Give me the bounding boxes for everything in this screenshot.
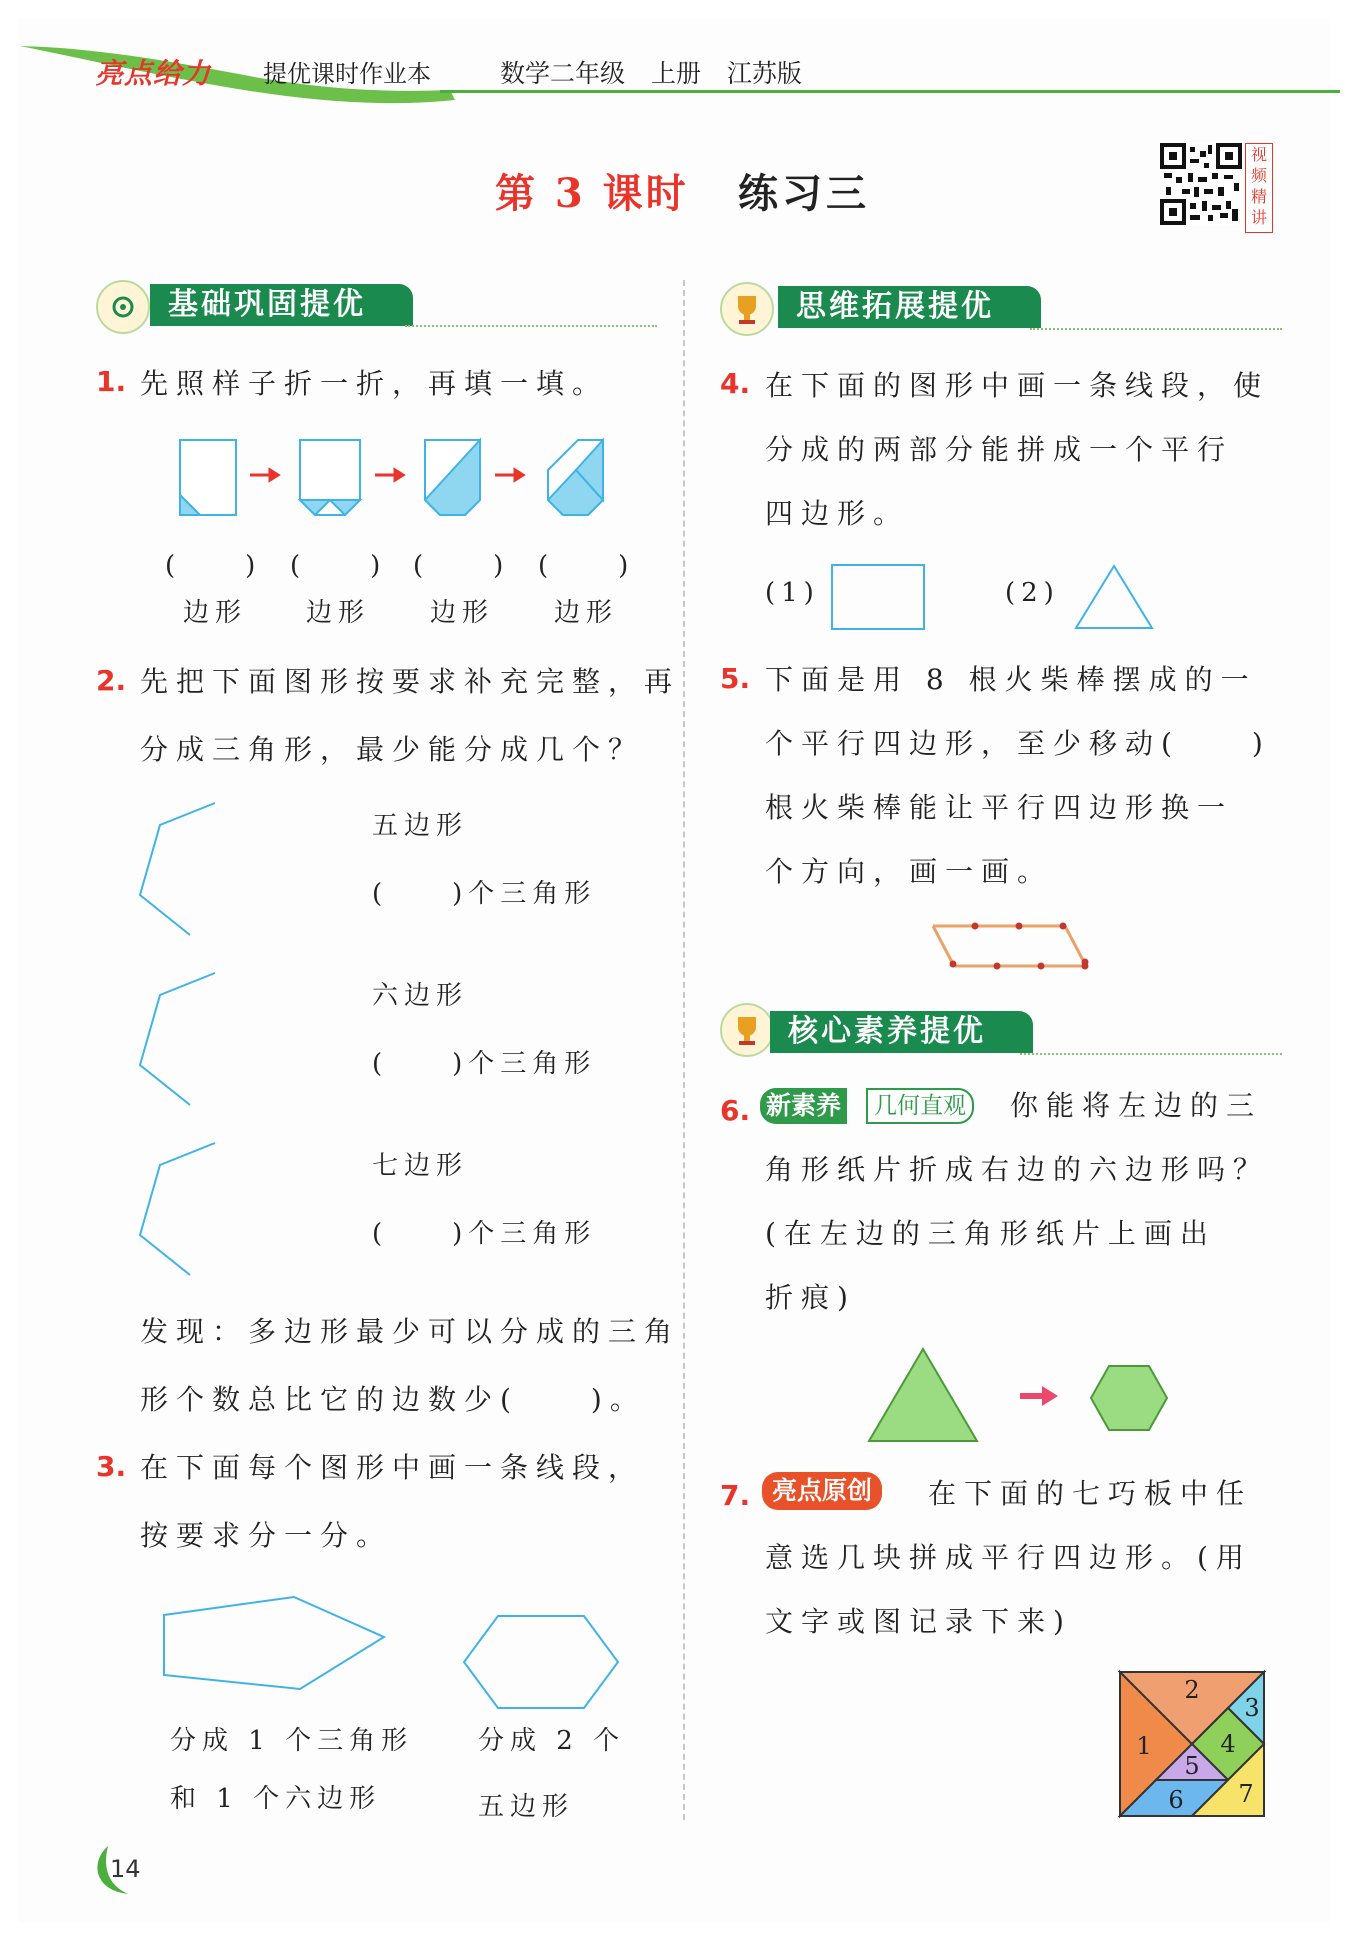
section-icon-gear [96, 280, 150, 334]
qr-code-icon[interactable] [1160, 143, 1242, 225]
q6-text-line1: 你能将左边的三 [1010, 1089, 1263, 1122]
q5-text-line3: 根火柴棒能让平行四边形换一 [765, 791, 1234, 824]
q6-triangle-paper[interactable] [866, 1345, 981, 1445]
trophy-icon [722, 1005, 772, 1055]
q1-folding-diagram [170, 430, 620, 520]
q6-text-line2: 角形纸片折成右边的六边形吗？ [765, 1153, 1270, 1186]
section-icon-trophy [720, 282, 774, 336]
q2-number: 2. [96, 664, 127, 697]
tangram-label-5: 5 [1184, 1752, 1200, 1780]
q2-finding-line2: 形个数总比它的边数少( )。 [140, 1383, 646, 1416]
q1-text: 先照样子折一折，再填一填。 [140, 367, 609, 400]
video-tag[interactable]: 视频精讲 [1245, 143, 1273, 233]
q7-number: 7. [720, 1479, 751, 1512]
q6-hexagon [1088, 1363, 1170, 1433]
q5-text-line2: 个平行四边形，至少移动( ) [765, 727, 1271, 760]
q1-label-2: 边形 [306, 598, 371, 628]
q4-label-1: (1) [765, 578, 820, 608]
lesson-title: 练习三 [738, 170, 870, 217]
column-divider [683, 280, 685, 1820]
section-core: 核心素养提优 [770, 1011, 1033, 1053]
q4-text-line3: 四边形。 [765, 497, 910, 530]
q2-heptagon-outline [130, 1135, 220, 1280]
section-basic-rule [405, 325, 657, 327]
header-subtitle: 提优课时作业本 [263, 60, 431, 88]
q2-finding-line1: 发现：多边形最少可以分成的三角 [140, 1315, 681, 1348]
tangram-label-6: 6 [1168, 1786, 1184, 1814]
q3-caption1-line2: 和 1 个六边形 [170, 1784, 382, 1814]
q7-text-line1: 在下面的七巧板中任 [928, 1477, 1253, 1510]
q7-text-line3: 文字或图记录下来) [765, 1605, 1072, 1638]
q5-number: 5. [720, 662, 751, 695]
q1-blank-4[interactable]: ( ) [538, 551, 635, 581]
q1-blank-3[interactable]: ( ) [413, 551, 510, 581]
q1-blank-1[interactable]: ( ) [165, 551, 262, 581]
gear-icon [98, 282, 148, 332]
q2-text-line2: 分成三角形，最少能分成几个？ [140, 733, 645, 766]
section-thinking-rule [1030, 328, 1282, 330]
header-rule [440, 90, 1340, 93]
q3-text-line2: 按要求分一分。 [140, 1519, 393, 1552]
q2-item1-name: 五边形 [372, 811, 469, 841]
q2-item1-blank[interactable]: ( )个三角形 [372, 879, 597, 909]
q1-number: 1. [96, 365, 127, 398]
q6-badge-new: 新素养 [760, 1088, 847, 1124]
section-icon-trophy-2 [720, 1003, 774, 1057]
q2-text-line1: 先把下面图形按要求补充完整，再 [140, 665, 681, 698]
q1-blank-2[interactable]: ( ) [290, 551, 387, 581]
header-meta: 数学二年级 上册 江苏版 [500, 59, 802, 88]
q5-text-line1: 下面是用 8 根火柴棒摆成的一 [765, 663, 1257, 696]
trophy-icon [722, 284, 772, 334]
page-number: 14 [110, 1855, 141, 1883]
q4-rectangle [830, 563, 926, 631]
q6-number: 6. [720, 1094, 751, 1127]
q5-text-line4: 个方向，画一画。 [765, 855, 1054, 888]
tangram-label-7: 7 [1238, 1780, 1254, 1808]
q6-text-line3: (在左边的三角形纸片上画出 [765, 1217, 1216, 1250]
q2-hexagon-outline [130, 965, 220, 1110]
q6-text-line4: 折痕) [765, 1281, 856, 1314]
q3-number: 3. [96, 1450, 127, 1483]
section-thinking: 思维拓展提优 [778, 286, 1041, 328]
section-basic: 基础巩固提优 [150, 284, 413, 326]
q3-shape-1 [160, 1595, 390, 1695]
tangram-label-4: 4 [1220, 1730, 1236, 1758]
q3-shape-2 [460, 1612, 622, 1712]
section-core-rule [1020, 1053, 1282, 1055]
tangram-label-1: 1 [1136, 1732, 1152, 1760]
q4-triangle [1072, 562, 1156, 632]
q3-text-line1: 在下面每个图形中画一条线段， [140, 1451, 645, 1484]
q3-caption1-line1: 分成 1 个三角形 [170, 1726, 414, 1756]
q3-caption2-line1: 分成 2 个 [478, 1726, 626, 1756]
q6-badge-geometry: 几何直观 [866, 1088, 974, 1124]
q2-item3-name: 七边形 [372, 1151, 469, 1181]
q4-text-line2: 分成的两部分能拼成一个平行 [765, 433, 1234, 466]
q5-matchstick-parallelogram [925, 918, 1105, 973]
tangram-label-2: 2 [1184, 1676, 1200, 1704]
q4-label-2: (2) [1005, 578, 1060, 608]
tangram-label-3: 3 [1244, 1694, 1260, 1722]
q2-item2-blank[interactable]: ( )个三角形 [372, 1049, 597, 1079]
q1-label-3: 边形 [430, 598, 495, 628]
q7-text-line2: 意选几块拼成平行四边形。(用 [765, 1541, 1252, 1574]
q4-number: 4. [720, 367, 751, 400]
brand-logo-text: 亮点给力 [95, 57, 212, 90]
q3-caption2-line2: 五边形 [478, 1792, 575, 1822]
q4-text-line1: 在下面的图形中画一条线段，使 [765, 369, 1270, 402]
q2-item2-name: 六边形 [372, 981, 469, 1011]
q7-tangram [1118, 1670, 1266, 1818]
q2-item3-blank[interactable]: ( )个三角形 [372, 1219, 597, 1249]
q6-arrow-icon [1018, 1384, 1060, 1408]
q2-pentagon-outline [130, 795, 220, 940]
q1-label-1: 边形 [183, 598, 248, 628]
lesson-number: 第 3 课时 [495, 170, 689, 217]
q7-badge-original: 亮点原创 [762, 1472, 882, 1510]
q1-label-4: 边形 [554, 598, 619, 628]
